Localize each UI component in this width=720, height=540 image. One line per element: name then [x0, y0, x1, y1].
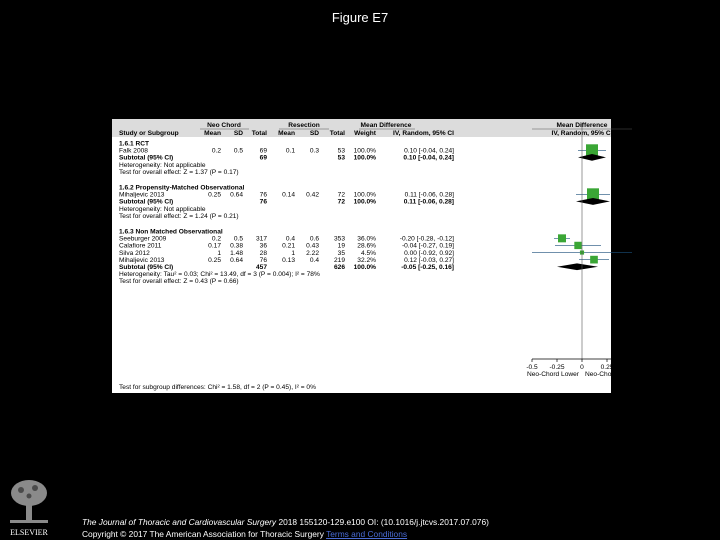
copyright-line	[82, 528, 489, 540]
citation-line	[82, 516, 489, 528]
study-mean1: 0.17	[208, 242, 221, 250]
study-total1: 69	[259, 147, 267, 155]
study-total2: 35	[337, 249, 345, 257]
study-weight: 32.2%	[357, 256, 376, 264]
study-weight: 36.0%	[357, 235, 376, 243]
study-mean2: 0.1	[285, 147, 295, 155]
study-marker	[574, 242, 581, 249]
column-header: SD	[233, 130, 243, 137]
study-sd1: 0.64	[230, 191, 243, 199]
footer	[82, 516, 489, 540]
study-ci: -0.20 [-0.28, -0.12]	[399, 235, 454, 243]
subtotal-weight: 100.0%	[353, 198, 376, 206]
subtotal-ci: 0.11 [-0.06, 0.28]	[403, 198, 454, 206]
study-ci: -0.04 [-0.27, 0.19]	[401, 242, 454, 250]
study-mean2: 0.13	[282, 256, 295, 264]
study-mean2: 1	[291, 249, 295, 257]
subtotal-diamond	[576, 198, 610, 205]
study-total2: 19	[337, 242, 345, 250]
study-sd1: 0.5	[233, 235, 243, 243]
x-tick-label: 0.5	[627, 364, 637, 371]
study-sd1: 0.64	[230, 256, 243, 264]
terms-link[interactable]: Terms and Conditions	[326, 529, 408, 539]
column-header: Mean	[278, 130, 295, 137]
study-name: Mihaljevic 2013	[119, 256, 165, 264]
column-header: SD	[309, 130, 319, 137]
study-total1: 36	[259, 242, 267, 250]
subtotal-total2: 626	[333, 264, 345, 272]
study-sd2: 0.4	[309, 256, 319, 264]
study-ci: 0.10 [-0.04, 0.24]	[404, 147, 454, 155]
study-sd1: 1.48	[230, 249, 243, 257]
study-mean1: 1	[217, 249, 221, 257]
column-header: IV, Random, 95% CI	[551, 130, 613, 137]
study-total1: 76	[259, 256, 267, 264]
heterogeneity-text: Heterogeneity: Not applicable	[119, 161, 206, 169]
study-sd1: 0.38	[230, 242, 243, 250]
subtotal-label: Subtotal (95% CI)	[119, 154, 174, 162]
subtotal-weight: 100.0%	[353, 264, 376, 272]
copyright-text: Copyright © 2017 The American Association for Thoracic Surgery	[82, 529, 324, 539]
subtotal-ci: -0.05 [-0.25, 0.16]	[401, 264, 454, 272]
column-header: Total	[251, 130, 267, 137]
study-weight: 28.6%	[357, 242, 376, 250]
citation-text: 2018 155120-129.e100 OI: (10.1016/j.jtcvs.2017.07.076)	[276, 517, 489, 527]
group-header-mean-diff: Mean Difference	[360, 122, 412, 129]
subgroup-test-text: Test for subgroup differences: Chi² = 1.58, df = 2 (P = 0.45), I² = 0%	[119, 384, 316, 391]
study-sd2: 0.3	[309, 147, 319, 155]
logo-text: ELSEVIER	[10, 528, 48, 537]
overall-effect-text: Test for overall effect: Z = 1.37 (P = 0.17)	[119, 168, 239, 176]
subtotal-total1: 69	[259, 154, 267, 162]
group-header-neo-chord: Neo Chord	[207, 122, 241, 129]
x-tick-label: 0	[580, 364, 584, 371]
column-header: Mean	[204, 130, 221, 137]
study-name: Silva 2012	[119, 249, 150, 257]
study-ci: 0.00 [-0.92, 0.92]	[404, 249, 454, 257]
study-total2: 53	[337, 147, 345, 155]
column-header: IV, Random, 95% CI	[393, 130, 454, 137]
study-sd2: 0.43	[306, 242, 319, 250]
study-total1: 28	[259, 249, 267, 257]
study-name: Falk 2008	[119, 147, 148, 155]
subtotal-total1: 76	[259, 198, 267, 206]
forest-plot	[112, 119, 639, 393]
subtotal-diamond	[557, 263, 598, 270]
study-mean2: 0.21	[282, 242, 295, 250]
study-ci: 0.12 [-0.03, 0.27]	[404, 256, 454, 264]
study-mean1: 0.25	[208, 191, 221, 199]
study-sd2: 0.42	[306, 191, 319, 199]
subtotal-label: Subtotal (95% CI)	[119, 198, 174, 206]
study-total2: 353	[333, 235, 345, 243]
slide-title: Figure E7	[331, 10, 389, 25]
study-weight: 100.0%	[353, 147, 376, 155]
study-mean1: 0.2	[211, 147, 221, 155]
overall-effect-text: Test for overall effect: Z = 1.24 (P = 0.21)	[119, 212, 239, 220]
column-header: Study or Subgroup	[119, 130, 179, 137]
study-mean2: 0.4	[285, 235, 295, 243]
subtotal-label: Subtotal (95% CI)	[119, 264, 174, 272]
study-sd2: 0.6	[309, 235, 319, 243]
journal-name: The Journal of Thoracic and Cardiovascular Surgery	[82, 517, 277, 527]
subtotal-total1: 457	[255, 264, 267, 272]
study-weight: 4.5%	[360, 249, 376, 257]
column-header: Weight	[354, 130, 376, 137]
heterogeneity-text: Heterogeneity: Not applicable	[119, 205, 206, 213]
study-total1: 317	[255, 235, 267, 243]
study-sd1: 0.5	[233, 147, 243, 155]
forest-plot-svg	[112, 119, 639, 393]
study-sd2: 2.22	[306, 249, 319, 257]
study-name: Calafiore 2011	[119, 242, 162, 250]
study-name: Seeburger 2009	[119, 235, 167, 243]
study-ci: 0.11 [-0.06, 0.28]	[404, 191, 454, 199]
study-marker	[558, 234, 566, 242]
elsevier-logo	[4, 476, 54, 538]
subtotal-total2: 53	[337, 154, 345, 162]
subtotal-weight: 100.0%	[353, 154, 376, 162]
group-header-resection: Resection	[288, 122, 320, 129]
subgroup-title: 1.6.3 Non Matched Observational	[119, 228, 223, 236]
heterogeneity-text: Heterogeneity: Tau² = 0.03; Chi² = 13.49, df = 3 (P = 0.004); I² = 78%	[119, 271, 320, 279]
study-total1: 76	[259, 191, 267, 199]
subtotal-ci: 0.10 [-0.04, 0.24]	[403, 154, 454, 162]
x-tick-label: -0.25	[549, 364, 565, 371]
study-name: Mihaljevic 2013	[119, 191, 165, 199]
overall-effect-text: Test for overall effect: Z = 0.43 (P = 0.66)	[119, 278, 239, 286]
subgroup-title: 1.6.1 RCT	[119, 140, 150, 148]
x-tick-label: 0.25	[600, 364, 614, 371]
subtotal-total2: 72	[337, 198, 345, 206]
column-header: Total	[329, 130, 345, 137]
study-marker	[590, 256, 598, 264]
study-total2: 72	[337, 191, 345, 199]
study-mean2: 0.14	[282, 191, 295, 199]
group-header-mean-diff-plot: Mean Difference	[556, 122, 608, 129]
study-total2: 219	[333, 256, 345, 264]
favours-right-label: Neo-Chord Higher	[585, 371, 639, 378]
subgroup-title: 1.6.2 Propensity-Matched Observational	[119, 184, 245, 192]
study-mean1: 0.25	[208, 256, 221, 264]
x-tick-label: -0.5	[526, 364, 538, 371]
favours-left-label: Neo-Chord Lower	[526, 371, 579, 378]
study-weight: 100.0%	[353, 191, 376, 199]
study-mean1: 0.2	[211, 235, 221, 243]
